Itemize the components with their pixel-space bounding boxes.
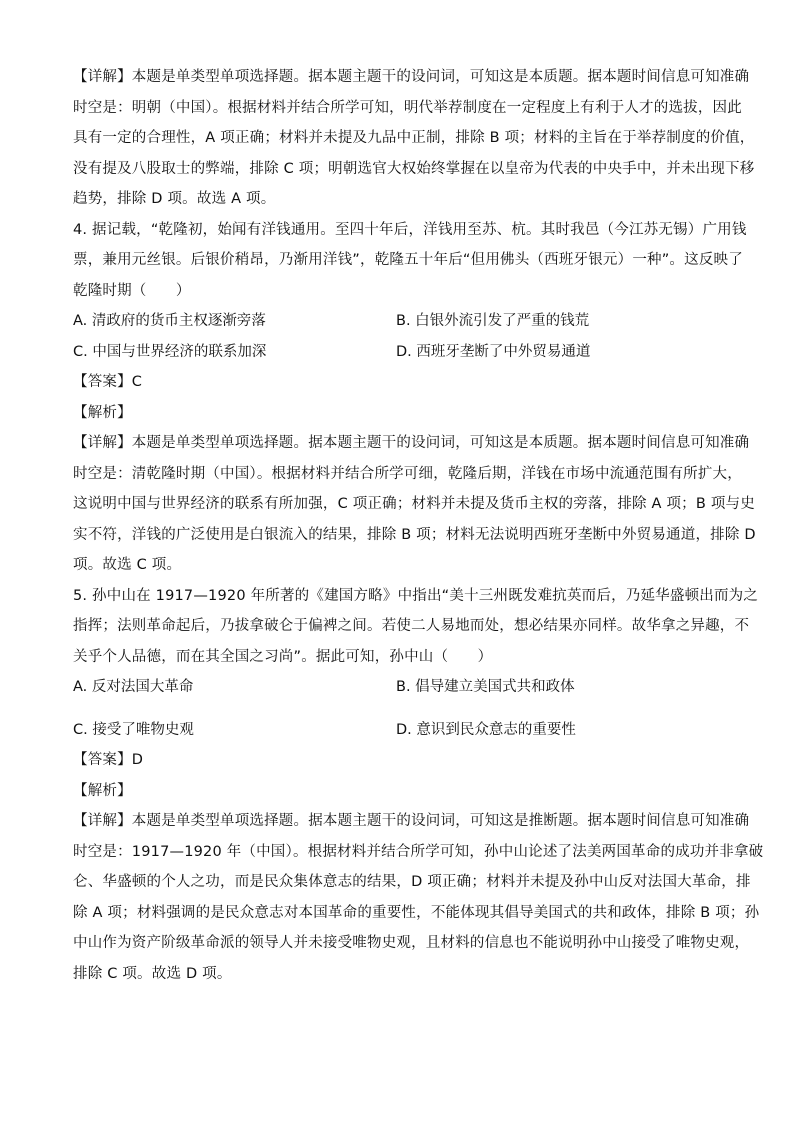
answer-line: 【答案】D (73, 752, 144, 768)
text-line: 时空是：明朝（中国）。根据材料并结合所学可知，明代举荐制度在一定程度上有利于人才的选拔，因此 (73, 99, 742, 116)
text-line: 这说明中国与世界经济的联系有所加强，C 项正确；材料并未提及货币主权的旁落，排除 A 项；B 项与史 (73, 496, 755, 512)
analysis-heading: 【解析】 (73, 404, 132, 421)
document-page (73, 62, 764, 989)
text-line: 实不符，洋钱的广泛使用是白银流入的结果，排除 B 项；材料无法说明西班牙垄断中外贸易通道，排除 D (73, 526, 756, 543)
question-stem-line: 票，兼用元丝银。后银价稍昂，乃渐用洋钱”，乾隆五十年后“但用佛头（西班牙银元）一种”。这反映了 (73, 252, 743, 268)
question-stem-line: 指挥；法则革命起后，乃拔拿破仑于偏裨之间。若使二人易地而处，想必结果亦同样。故华拿之异趣，不 (73, 618, 750, 634)
option-d: D. 西班牙垄断了中外贸易通道 (396, 343, 591, 360)
analysis-heading: 【解析】 (73, 782, 132, 799)
question-5 (73, 581, 764, 990)
answer-line: 【答案】C (73, 374, 143, 390)
text-line: 【详解】本题是单类型单项选择题。据本题主题干的设问词，可知这是推断题。据本题时间信息可知准确 (73, 813, 750, 829)
options-row (73, 672, 723, 703)
text-line: 没有提及八股取士的弊端，排除 C 项；明朝选官大权始终掌握在以皇帝为代表的中央手中，并未出现下移 (73, 160, 755, 177)
options-row (73, 337, 723, 368)
question-4 (73, 215, 756, 581)
text-line: 时空是：1917—1920 年（中国）。根据材料并结合所学可知，孙中山论述了法美两国革命的成功并非拿破 (73, 843, 764, 860)
question-stem-line: 4. 据记载，“乾隆初，始闻有洋钱通用。至四十年后，洋钱用至苏、杭。其时我邑（今江苏无锡）广用钱 (73, 221, 747, 238)
option-c: C. 接受了唯物史观 (73, 721, 194, 738)
text-line: 具有一定的合理性，A 项正确；材料并未提及九品中正制，排除 B 项；材料的主旨在于举荐制度的价值， (73, 130, 755, 146)
text-line: 仑、华盛顿的个人之功，而是民众集体意志的结果，D 项正确；材料并未提及孙中山反对法国大革命，排 (73, 874, 751, 890)
option-c: C. 中国与世界经济的联系加深 (73, 343, 267, 360)
text-line: 【详解】本题是单类型单项选择题。据本题主题干的设问词，可知这是本质题。据本题时间信息可知准确 (73, 69, 750, 85)
text-line: 项。故选 C 项。 (73, 557, 182, 573)
text-line: 排除 C 项。故选 D 项。 (73, 965, 232, 982)
text-line: 【详解】本题是单类型单项选择题。据本题主题干的设问词，可知这是本质题。据本题时间信息可知准确 (73, 435, 750, 451)
option-b: B. 倡导建立美国式共和政体 (396, 679, 575, 695)
question-stem-line: 关乎个人品德，而在其全国之习尚”。据此可知，孙中山（ ） (73, 648, 493, 665)
question-stem-line: 乾隆时期（ ） (73, 282, 191, 299)
text-line: 趋势，排除 D 项。故选 A 项。 (73, 191, 276, 207)
text-line: 除 A 项；材料强调的是民众意志对本国革命的重要性，不能体现其倡导美国式的共和政体，排除 B 项；孙 (73, 904, 760, 921)
option-b: B. 白银外流引发了严重的钱荒 (396, 313, 590, 329)
option-d: D. 意识到民众意志的重要性 (396, 721, 576, 738)
option-a: A. 反对法国大革命 (73, 679, 194, 695)
options-row (73, 715, 723, 746)
question-stem-line: 5. 孙中山在 1917—1920 年所著的《建国方略》中指出“美十三州既发难抗英而后，乃延华盛顿出而为之 (73, 587, 759, 604)
text-line: 时空是：清乾隆时期（中国）。根据材料并结合所学可细，乾隆后期，洋钱在市场中流通范围有所扩大， (73, 465, 742, 482)
options-row (73, 306, 723, 337)
q3-explanation (73, 62, 755, 215)
option-a: A. 清政府的货币主权逐渐旁落 (73, 313, 266, 329)
text-line: 中山作为资产阶级革命派的领导人并未接受唯物史观，且材料的信息也不能说明孙中山接受了唯物史观， (73, 935, 750, 951)
